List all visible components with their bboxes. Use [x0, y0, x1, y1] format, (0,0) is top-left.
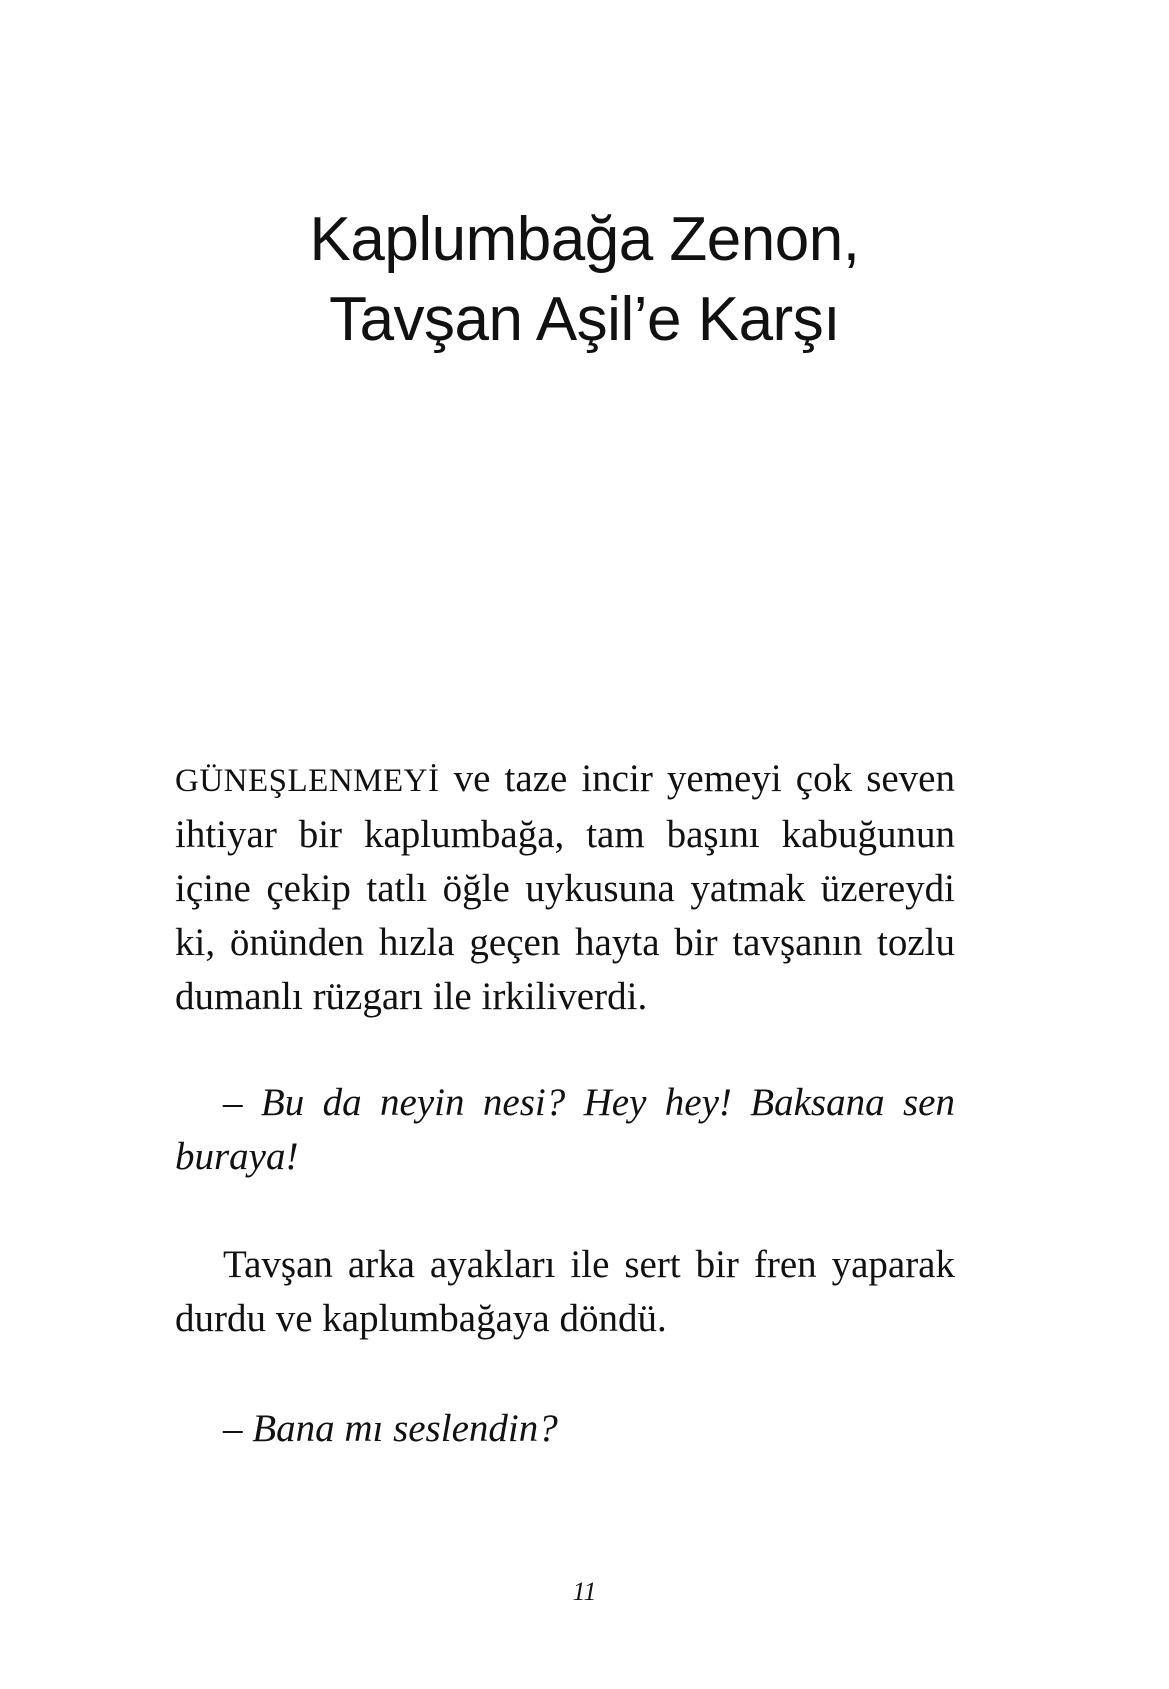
- paragraph-4-dialogue: – Bana mı seslendin?: [223, 1407, 558, 1450]
- paragraph-1-text: ve taze incir yemeyi çok seven ihtiyar bir kaplumbağa, tam başını kabuğunun içine çekip tatlı öğle uykusuna yatmak üzereydi ki, önünden hızla geçen hayta bir tavşanın tozlu dumanlı rüzgarı ile irkiliverdi.: [175, 757, 955, 1018]
- chapter-title-line-1: Kaplumbağa Zenon,: [309, 205, 860, 274]
- paragraph-3: Tavşan arka ayakları ile sert bir fren yaparak durdu ve kaplumbağaya döndü.: [175, 1243, 955, 1340]
- paragraph-1: [175, 752, 955, 1024]
- page-number: 11: [572, 1577, 597, 1606]
- paragraph-2-dialogue: – Bu da neyin nesi? Hey hey! Baksana sen buraya!: [175, 1081, 955, 1178]
- chapter-title: [0, 200, 1169, 360]
- chapter-title-line-2: Tavşan Aşil’e Karşı: [329, 285, 840, 354]
- paragraph-1-lead-word: GÜNEŞLENMEYİ: [175, 763, 440, 799]
